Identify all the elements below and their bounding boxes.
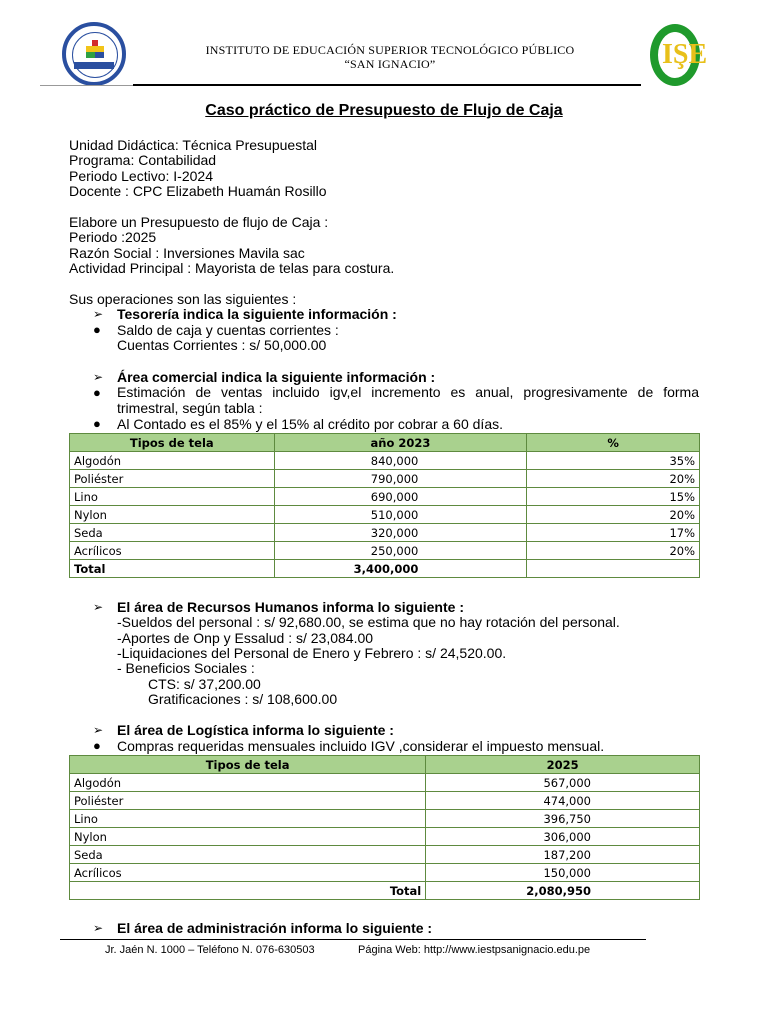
- fabric-type: Acrílicos: [70, 542, 275, 560]
- percent: 20%: [527, 506, 700, 524]
- tesoreria-detail: Cuentas Corrientes : s/ 50,000.00: [117, 337, 327, 353]
- gear-emblem-icon: [650, 20, 708, 88]
- fabric-type: Poliéster: [70, 792, 426, 810]
- header-divider: [133, 84, 641, 86]
- purchases-2025: 306,000: [426, 828, 700, 846]
- fabric-type: Acrílicos: [70, 864, 426, 882]
- percent: 15%: [527, 488, 700, 506]
- sales-2023: 790,000: [274, 470, 527, 488]
- rrhh-line: - Beneficios Sociales :: [117, 660, 255, 676]
- fabric-type: Poliéster: [70, 470, 275, 488]
- arrow-bullet-icon: ➢: [93, 307, 104, 321]
- rrhh-line: -Sueldos del personal : s/ 92,680.00, se estima que no hay rotación del personal.: [117, 614, 620, 630]
- column-header: 2025: [426, 756, 700, 774]
- fabric-type: Nylon: [70, 506, 275, 524]
- table-row: [70, 470, 700, 488]
- fabric-type: Nylon: [70, 828, 426, 846]
- table-row: [70, 846, 700, 864]
- arrow-bullet-icon: ➢: [93, 370, 104, 384]
- purchases-2025: 474,000: [426, 792, 700, 810]
- rrhh-line: -Liquidaciones del Personal de Enero y Febrero : s/ 24,520.00.: [117, 645, 507, 661]
- arrow-bullet-icon: ➢: [93, 600, 104, 614]
- cajamarca-logo-icon: [62, 22, 126, 86]
- table-row: [70, 774, 700, 792]
- table-row: [70, 542, 700, 560]
- task-activity: Actividad Principal : Mayorista de telas para costura.: [69, 260, 395, 276]
- institution-line-1: INSTITUTO DE EDUCACIÓN SUPERIOR TECNOLÓGICO PÚBLICO: [205, 43, 575, 57]
- table-header-row: [70, 756, 700, 774]
- comercial-heading: Área comercial indica la siguiente información :: [117, 369, 436, 385]
- sales-2023: 510,000: [274, 506, 527, 524]
- task-instruction: Elabore un Presupuesto de flujo de Caja :: [69, 214, 329, 230]
- rrhh-heading: El área de Recursos Humanos informa lo siguiente :: [117, 599, 464, 615]
- administracion-heading: El área de administración informa lo siguiente :: [117, 920, 433, 936]
- bullet-icon: ●: [93, 322, 101, 337]
- header-divider-grey: [40, 85, 133, 86]
- footer-website[interactable]: Página Web: http://www.iestpsanignacio.edu.pe: [358, 944, 591, 956]
- table-row: [70, 864, 700, 882]
- sales-2023: 320,000: [274, 524, 527, 542]
- table-row: [70, 792, 700, 810]
- rrhh-sub-line: CTS: s/ 37,200.00: [148, 676, 261, 692]
- table-total-row: [70, 560, 700, 578]
- empty-cell: [527, 560, 700, 578]
- rrhh-sub-line: Gratificaciones : s/ 108,600.00: [148, 691, 338, 707]
- table-row: [70, 810, 700, 828]
- sales-table: [69, 433, 700, 578]
- column-header: año 2023: [274, 434, 527, 452]
- bullet-icon: ●: [93, 416, 101, 431]
- comercial-bullet-1: Estimación de ventas incluido igv,el incremento es anual, progresivamente de forma: [117, 384, 699, 400]
- percent: 35%: [527, 452, 700, 470]
- tesoreria-bullet: Saldo de caja y cuentas corrientes :: [117, 322, 339, 338]
- bullet-icon: ●: [93, 738, 101, 753]
- task-period: Periodo :2025: [69, 229, 157, 245]
- page-title: Caso práctico de Presupuesto de Flujo de Caja: [205, 102, 563, 119]
- purchases-2025: 187,200: [426, 846, 700, 864]
- table-header-row: [70, 434, 700, 452]
- comercial-bullet-1-cont: trimestral, según tabla :: [117, 400, 263, 416]
- table-row: [70, 828, 700, 846]
- course-program: Programa: Contabilidad: [69, 152, 217, 168]
- sales-2023: 250,000: [274, 542, 527, 560]
- fabric-type: Algodón: [70, 452, 275, 470]
- table-total-row: [70, 882, 700, 900]
- column-header: Tipos de tela: [70, 756, 426, 774]
- logistica-heading: El área de Logística informa lo siguiente :: [117, 722, 394, 738]
- total-label: Total: [70, 882, 426, 900]
- footer-address: Jr. Jaén N. 1000 – Teléfono N. 076-630503: [105, 944, 315, 956]
- percent: 17%: [527, 524, 700, 542]
- fabric-type: Seda: [70, 846, 426, 864]
- column-header: %: [527, 434, 700, 452]
- fabric-type: Lino: [70, 810, 426, 828]
- task-company: Razón Social : Inversiones Mavila sac: [69, 245, 305, 261]
- table-row: [70, 452, 700, 470]
- sales-2023: 840,000: [274, 452, 527, 470]
- bullet-icon: ●: [93, 385, 101, 400]
- logistica-bullet: Compras requeridas mensuales incluido IGV ,considerar el impuesto mensual.: [117, 738, 605, 754]
- purchases-table: [69, 755, 700, 900]
- footer-divider: [60, 939, 646, 940]
- table-row: [70, 506, 700, 524]
- purchases-2025: 150,000: [426, 864, 700, 882]
- percent: 20%: [527, 470, 700, 488]
- fabric-type: Seda: [70, 524, 275, 542]
- rrhh-line: -Aportes de Onp y Essalud : s/ 23,084.00: [117, 630, 374, 646]
- fabric-type: Lino: [70, 488, 275, 506]
- total-label: Total: [70, 560, 275, 578]
- table-row: [70, 488, 700, 506]
- total-value: 2,080,950: [426, 882, 700, 900]
- percent: 20%: [527, 542, 700, 560]
- emblem-letters: IŞE: [662, 39, 708, 70]
- total-value: 3,400,000: [274, 560, 527, 578]
- column-header: Tipos de tela: [70, 434, 275, 452]
- arrow-bullet-icon: ➢: [93, 921, 104, 935]
- tesoreria-heading: Tesorería indica la siguiente información :: [117, 306, 397, 322]
- operations-intro: Sus operaciones son las siguientes :: [69, 291, 297, 307]
- fabric-type: Algodón: [70, 774, 426, 792]
- course-unit: Unidad Didáctica: Técnica Presupuestal: [69, 137, 317, 153]
- arrow-bullet-icon: ➢: [93, 723, 104, 737]
- sales-2023: 690,000: [274, 488, 527, 506]
- course-teacher: Docente : CPC Elizabeth Huamán Rosillo: [69, 183, 327, 199]
- comercial-bullet-2: Al Contado es el 85% y el 15% al crédito por cobrar a 60 días.: [117, 416, 503, 432]
- table-row: [70, 524, 700, 542]
- purchases-2025: 396,750: [426, 810, 700, 828]
- purchases-2025: 567,000: [426, 774, 700, 792]
- institution-line-2: “SAN IGNACIO”: [344, 57, 436, 71]
- course-period: Periodo Lectivo: I-2024: [69, 168, 213, 184]
- institution-name: [150, 43, 630, 71]
